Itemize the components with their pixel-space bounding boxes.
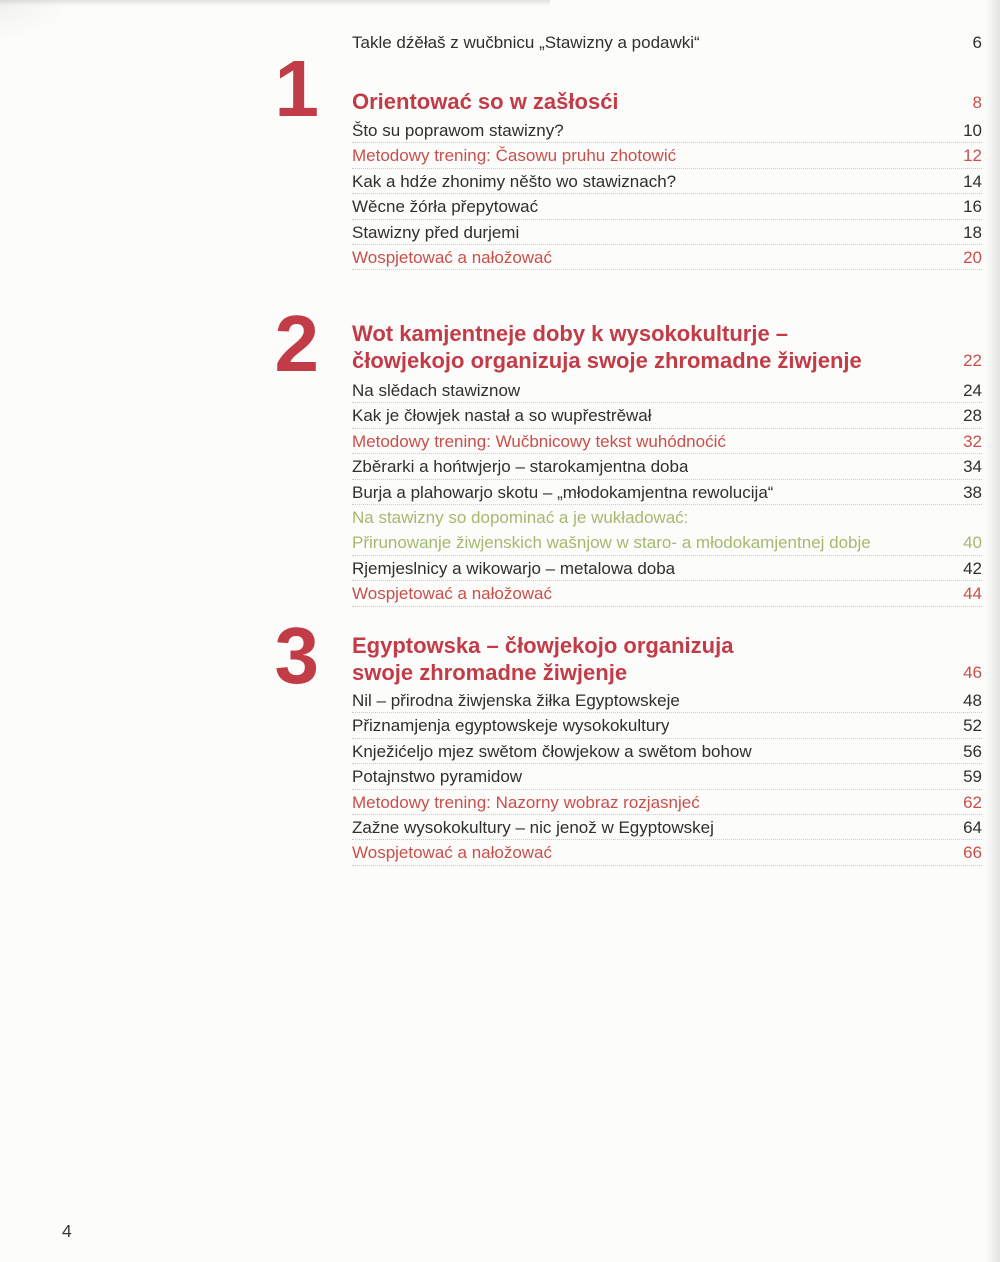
section-rows-1: [352, 118, 982, 270]
toc-row-label: Wospjetować a nałožować: [352, 843, 553, 863]
toc-row-page-number: 42: [963, 558, 982, 578]
toc-row-label: Na slědach stawiznow: [352, 381, 521, 400]
toc-row: [352, 790, 982, 815]
toc-row: [352, 840, 982, 865]
toc-row-page-number: 66: [963, 843, 982, 863]
toc-row-label: Na stawizny so dopominać a je wukładować:: [352, 507, 689, 527]
section-title-line: Orientować so w zašłosći: [352, 89, 619, 114]
toc-row-label: Wospjetować a nałožować: [352, 247, 553, 267]
toc-intro-row: [352, 30, 982, 56]
toc-row-label: Zažne wysokokultury – nic jenož w Egyptowskej: [352, 817, 714, 837]
section-title: [352, 321, 862, 374]
toc-row: [352, 378, 982, 403]
toc-row: [352, 454, 982, 479]
toc-row: [352, 169, 982, 194]
toc-row: [352, 581, 982, 606]
toc-row-page-number: 40: [963, 533, 982, 553]
toc-row: [352, 713, 982, 738]
toc-row-label: Takle dźěłaš z wučbnicu „Stawizny a podawki“: [352, 33, 700, 52]
toc-row-label: Nil – přirodna žiwjenska žiłka Egyptowskeje: [352, 691, 680, 710]
toc-row-label: Potajnstwo pyramidow: [352, 767, 523, 787]
toc-row: [352, 764, 982, 789]
toc-row-page-number: 64: [963, 817, 982, 837]
toc-row: [352, 429, 982, 454]
toc-row: [352, 505, 982, 530]
toc-row-label: Stawizny před durjemi: [352, 222, 520, 242]
toc-row: [352, 739, 982, 764]
scan-right-edge-shadow: [985, 0, 1000, 1262]
section-title-line: čłowjekojo organizuja swoje zhromadne žiwjenje: [352, 347, 862, 373]
section-heading-2: [352, 321, 982, 374]
toc-row-label: Što su poprawom stawizny?: [352, 121, 564, 140]
toc-row-label: Knježićeljo mjez swětom čłowjekow a swětom bohow: [352, 741, 752, 761]
toc-row-label: Rjemjeslnicy a wikowarjo – metalowa doba: [352, 558, 676, 578]
toc-row-page-number: 32: [963, 431, 982, 451]
toc-row-label: Burja a plahowarjo skotu – „młodokamjentna rewolucija“: [352, 482, 774, 502]
section-page-number: 46: [963, 663, 982, 682]
toc-row-label: Kak je čłowjek nastał a so wupřestrěwał: [352, 406, 652, 426]
toc-row-page-number: 12: [963, 146, 982, 166]
toc-row-label: Metodowy trening: Nazorny wobraz rozjasnjeć: [352, 792, 700, 812]
toc-row-label: Přiznamjenja egyptowskeje wysokokultury: [352, 716, 670, 736]
section-heading-1: [352, 89, 982, 116]
toc-row-label: Wěcne žórła přepytować: [352, 197, 539, 217]
section-title: [352, 633, 733, 686]
toc-row-page-number: 44: [963, 584, 982, 604]
toc-row-label: Zběrarki a hońtwjerjo – starokamjentna doba: [352, 457, 689, 477]
toc-row-page-number: 10: [963, 121, 982, 140]
toc-row-page-number: 16: [963, 197, 982, 217]
toc-row-page-number: 20: [963, 247, 982, 267]
toc-row: [352, 220, 982, 245]
toc-row-page-number: 52: [963, 716, 982, 736]
toc-row-page-number: 24: [963, 381, 982, 400]
toc-row-page-number: 56: [963, 741, 982, 761]
toc-row-page-number: 18: [963, 222, 982, 242]
toc-row: [352, 815, 982, 840]
toc-row-label: Metodowy trening: Wučbnicowy tekst wuhódnoćić: [352, 431, 726, 451]
toc-row-page-number: 59: [963, 767, 982, 787]
section-heading-3: [352, 633, 982, 686]
toc-row-page-number: 6: [972, 33, 982, 52]
toc-row: [352, 245, 982, 270]
section-title-line: Wot kamjentneje doby k wysokokulturje –: [352, 321, 789, 346]
chapter-number-2: 2: [274, 299, 318, 388]
toc-row-label: Wospjetować a nałožować: [352, 584, 553, 604]
toc-row-page-number: 28: [963, 406, 982, 426]
section-rows-2: [352, 378, 982, 607]
toc-row: [352, 556, 982, 581]
toc-row: [352, 403, 982, 428]
section-title: [352, 89, 619, 116]
toc-row-page-number: 14: [963, 171, 982, 191]
toc-row: [352, 194, 982, 219]
footer-page-number: 4: [62, 1221, 72, 1241]
scan-top-edge-shadow: [0, 0, 550, 6]
toc-row: [352, 530, 982, 555]
section-title-line: swoje zhromadne žiwjenje: [352, 659, 628, 685]
toc-row-label: Přirunowanje žiwjenskich wašnjow w staro- a młodokamjentnej dobje: [352, 533, 871, 553]
section-page-number: 22: [963, 351, 982, 370]
section-title-line: Egyptowska – čłowjekojo organizuja: [352, 633, 734, 658]
toc-row-page-number: 62: [963, 792, 982, 812]
toc-row: [352, 143, 982, 168]
chapter-number-1: 1: [274, 44, 318, 133]
toc-row-page-number: 48: [963, 691, 982, 710]
chapter-number-3: 3: [274, 611, 318, 700]
toc-row-label: Kak a hdźe zhonimy něšto wo stawiznach?: [352, 171, 677, 191]
toc-row: [352, 118, 982, 143]
toc-row: [352, 480, 982, 505]
toc-row: [352, 688, 982, 713]
toc-row-label: Metodowy trening: Časowu pruhu zhotowić: [352, 146, 677, 166]
scan-corner-smudge: [0, 0, 70, 40]
section-rows-3: [352, 688, 982, 866]
toc-row-page-number: 34: [963, 457, 982, 477]
toc-row-page-number: 38: [963, 482, 982, 502]
section-page-number: 8: [972, 92, 982, 112]
